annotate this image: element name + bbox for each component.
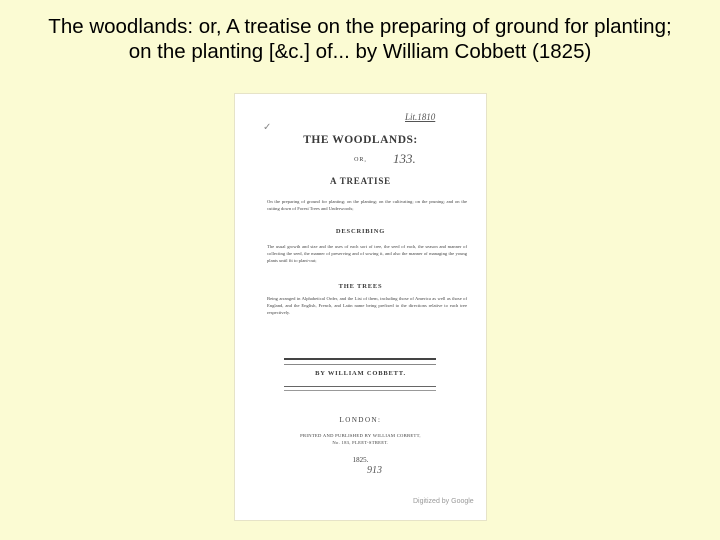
divider-rule-thin — [284, 364, 436, 365]
imprint-place: LONDON: — [339, 416, 382, 424]
paragraph-growth: The usual growth and size and the uses of each sort of tree, the seed of each, the season and manner of collecting the seed, the manner of preserving and of sowing it, and also the manner of managing the young plants until fit to plant-out; — [267, 244, 467, 264]
handwritten-number-133: 133. — [393, 151, 416, 166]
digitized-watermark: Digitized by Google — [413, 498, 474, 505]
slide-title-line-2: on the planting [&c.] of... by William Cobbett (1825) — [128, 40, 592, 63]
imprint-publisher — [235, 432, 486, 446]
slide-title — [0, 14, 720, 64]
handwritten-number-913: 913 — [367, 465, 382, 476]
author-line: BY WILLIAM COBBETT. — [315, 370, 406, 377]
divider-rule — [284, 358, 436, 360]
paragraph-preparing: On the preparing of ground for planting; on the planting; on the cultivating; on the pruning; and on the cutting down of Forest Trees and Underwoods; — [267, 199, 467, 212]
book-subtitle: A TREATISE — [330, 176, 391, 186]
imprint-address-line: No. 183, FLEET-STREET. — [332, 440, 389, 445]
heading-the-trees: THE TREES — [338, 283, 383, 290]
book-title-page-scan — [234, 93, 487, 521]
imprint-printed-line: PRINTED AND PUBLISHED BY WILLIAM COBBETT, — [300, 433, 421, 438]
imprint-year: 1825. — [352, 456, 369, 464]
slide-title-line-1: The woodlands: or, A treatise on the preparing of ground for planting; — [48, 15, 672, 38]
tick-mark-icon: ✓ — [263, 122, 272, 133]
paragraph-arrangement: Being arranged in Alphabetical Order, and the List of them, including those of America as well as those of England, and the English, French, and Latin name being prefixed to the directions relative to each tree respectively. — [267, 296, 467, 316]
divider-rule-lower-thin — [284, 390, 436, 391]
book-title: THE WOODLANDS: — [303, 134, 418, 146]
heading-describing: DESCRIBING — [335, 228, 386, 235]
shelfmark-annotation: Lit.1810 — [405, 112, 436, 122]
divider-rule-lower — [284, 386, 436, 387]
title-or: OR, — [354, 157, 367, 163]
